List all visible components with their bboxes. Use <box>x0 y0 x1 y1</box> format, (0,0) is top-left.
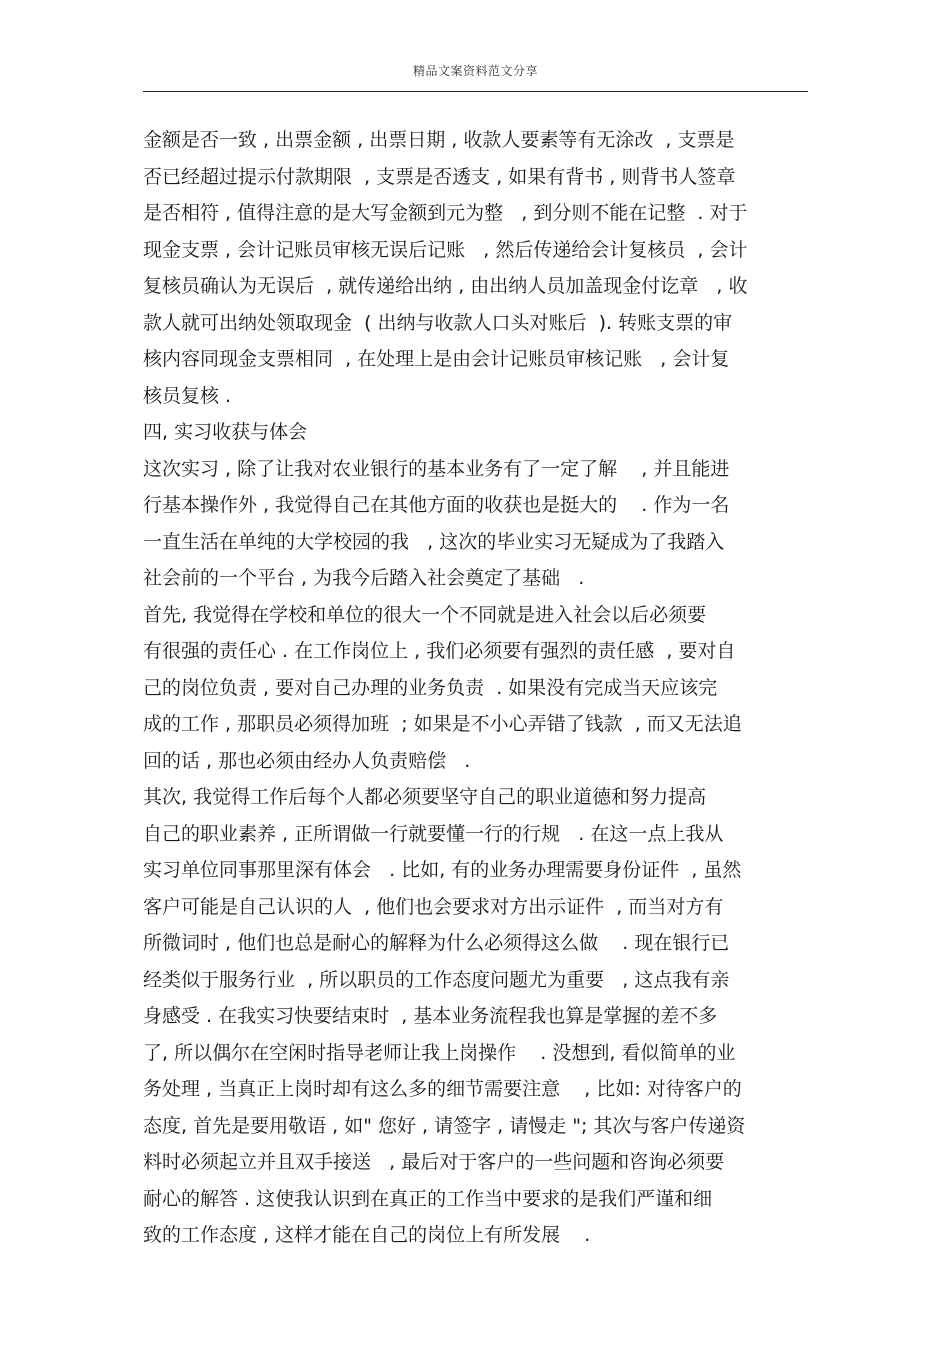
text-line: 其次, 我觉得工作后每个人都必须要坚守自己的职业道德和努力提高 <box>143 786 707 808</box>
text-line: 自己的职业素养 , 正所谓做一行就要懂一行的行规 . 在这一点上我从 <box>143 822 724 845</box>
page-header: 精品文案资料范文分享 <box>412 64 538 78</box>
text-line: 行基本操作外 , 我觉得自己在其他方面的收获也是挺大的 . 作为一名 <box>143 494 730 516</box>
text-line: 经类似于服务行业 , 所以职员的工作态度问题尤为重要 , 这点我有亲 <box>143 968 730 991</box>
text-line: 成的工作 , 那职员必须得加班 ; 如果是不小心弄错了钱款 , 而又无法追 <box>143 713 742 735</box>
text-line: 了, 所以偶尔在空闲时指导老师让我上岗操作 . 没想到, 看似简单的业 <box>143 1041 736 1064</box>
header-divider <box>143 91 808 92</box>
text-line: 务处理 , 当真正上岗时却有这么多的细节需要注意 , 比如: 对待客户的 <box>143 1078 742 1100</box>
text-line: 现金支票 , 会计记账员审核无误后记账 , 然后传递给会计复核员 , 会计 <box>143 238 748 261</box>
text-line: 金额是否一致 , 出票金额 , 出票日期 , 收款人要素等有无涂改 , 支票是 <box>143 129 735 151</box>
text-line: 社会前的一个平台 , 为我今后踏入社会奠定了基础 . <box>143 567 585 589</box>
text-line: 所微词时 , 他们也总是耐心的解释为什么必须得这么做 . 现在银行已 <box>143 932 730 954</box>
text-line: 客户可能是自己认识的人 , 他们也会要求对方出示证件 , 而当对方有 <box>143 895 724 918</box>
text-line: 料时必须起立并且双手接送 , 最后对于客户的一些问题和咨询必须要 <box>143 1151 725 1173</box>
text-line: 否已经超过提示付款期限 , 支票是否透支 , 如果有背书 , 则背书人签章 <box>143 165 736 188</box>
text-line: 复核员确认为无误后 , 就传递给出纳 , 由出纳人员加盖现金付讫章 , 收 <box>143 275 748 297</box>
text-line: 款人就可出纳处领取现金 ( 出纳与收款人口头对账后 ). 转账支票的审 <box>143 311 733 334</box>
text-line: 核员复核 . <box>143 384 232 407</box>
text-line: 有很强的责任心 . 在工作岗位上 , 我们必须要有强烈的责任感 , 要对自 <box>143 640 736 662</box>
text-line: 耐心的解答 . 这使我认识到在真正的工作当中要求的是我们严谨和细 <box>143 1187 713 1210</box>
section-heading: 四, 实习收获与体会 <box>143 421 308 443</box>
text-line: 回的话 , 那也必须由经办人负责赔偿 . <box>143 749 471 772</box>
text-line: 身感受 . 在我实习快要结束时 , 基本业务流程我也算是掌握的差不多 <box>143 1005 718 1027</box>
text-line: 一直生活在单纯的大学校园的我 , 这次的毕业实习无疑成为了我踏入 <box>143 530 725 553</box>
text-line: 核内容同现金支票相同 , 在处理上是由会计记账员审核记账 , 会计复 <box>143 348 730 370</box>
text-line: 首先, 我觉得在学校和单位的很大一个不同就是进入社会以后必须要 <box>143 603 707 626</box>
text-line: 是否相符 , 值得注意的是大写金额到元为整 , 到分则不能在记整 . 对于 <box>143 202 748 224</box>
text-line: 态度, 首先是要用敬语 , 如" 您好 , 请签字 , 请慢走 "; 其次与客户传递资 <box>143 1114 746 1137</box>
document-body <box>143 122 813 1254</box>
text-line: 这次实习 , 除了让我对农业银行的基本业务有了一定了解 , 并且能进 <box>143 457 730 480</box>
text-line: 己的岗位负责 , 要对自己办理的业务负责 . 如果没有完成当天应该完 <box>143 676 718 699</box>
text-line: 致的工作态度 , 这样才能在自己的岗位上有所发展 . <box>143 1224 591 1246</box>
text-line: 实习单位同事那里深有体会 . 比如, 有的业务办理需要身份证件 , 虽然 <box>143 859 742 881</box>
